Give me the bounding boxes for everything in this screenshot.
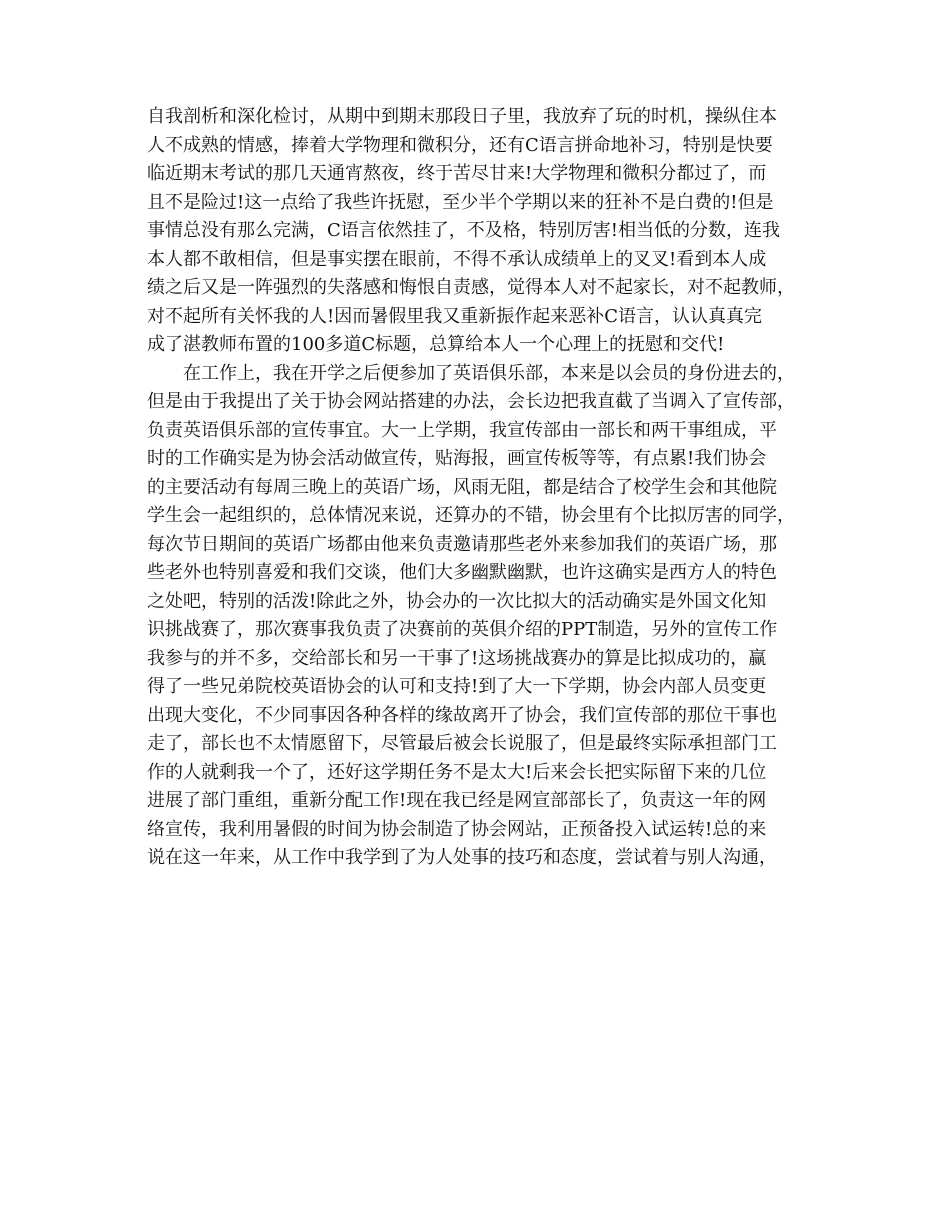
text-line: 本人都不敢相信，但是事实摆在眼前，不得不承认成绩单上的叉叉!看到本人成: [147, 248, 767, 270]
text-line: 每次节日期间的英语广场都由他来负责邀请那些老外来参加我们的英语广场，那: [147, 533, 777, 555]
paragraph-work: [147, 360, 807, 873]
text-line: 负责英语俱乐部的宣传事宜。大一上学期，我宣传部由一部长和两干事组成，平: [147, 419, 777, 441]
text-line: 事情总没有那么完满，C语言依然挂了，不及格，特别厉害!相当低的分数，连我: [147, 220, 781, 241]
text-line: 但是由于我提出了关于协会网站搭建的办法，会长边把我直截了当调入了宣传部，: [147, 391, 795, 412]
text-line: 绩之后又是一阵强烈的失落感和悔恨自责感，觉得本人对不起家长，对不起教师，: [147, 277, 795, 298]
text-line: 出现大变化，不少同事因各种各样的缘故离开了协会，我们宣传部的那位干事也: [147, 704, 777, 726]
text-line: 人不成熟的情感，捧着大学物理和微积分，还有C语言拼命地补习，特别是快要: [147, 134, 773, 156]
paragraph-self-reflection: [147, 103, 807, 360]
text-line: 学生会一起组织的，总体情况来说，还算办的不错，协会里有个比拟厉害的同学，: [147, 505, 795, 526]
text-line: 临近期末考试的那几天通宵熬夜，终于苦尽甘来!大学物理和微积分都过了，而: [147, 163, 767, 184]
text-line: 对不起所有关怀我的人!因而暑假里我又重新振作起来恶补C语言，认认真真完: [147, 305, 763, 327]
text-line: 识挑战赛了，那次赛事我负责了决赛前的英俱介绍的PPT制造，另外的宣传工作: [147, 619, 778, 640]
text-line: 时的工作确实是为协会活动做宣传，贴海报，画宣传板等等，有点累!我们协会: [147, 448, 767, 469]
text-line: 说在这一年来，从工作中我学到了为人处事的技巧和态度，尝试着与别人沟通，: [147, 847, 777, 868]
text-line: 进展了部门重组，重新分配工作!现在我已经是网宣部部长了，负责这一年的网: [147, 790, 767, 811]
text-line: 得了一些兄弟院校英语协会的认可和支持!到了大一下学期，协会内部人员变更: [147, 676, 767, 697]
text-line: 自我剖析和深化检讨，从期中到期末那段日子里，我放弃了玩的时机，操纵住本: [147, 106, 777, 127]
text-line: 作的人就剩我一个了，还好这学期任务不是太大!后来会长把实际留下来的几位: [147, 761, 767, 783]
text-line: 我参与的并不多，交给部长和另一干事了!这场挑战赛办的算是比拟成功的，赢: [147, 647, 767, 669]
text-line: 成了湛教师布置的100多道C标题，总算给本人一个心理上的抚慰和交代!: [147, 334, 725, 355]
text-line: 之处吧，特别的活泼!除此之外，协会办的一次比拟大的活动确实是外国文化知: [147, 590, 767, 612]
document-body: [147, 103, 807, 873]
text-line: 走了，部长也不太情愿留下，尽管最后被会长说服了，但是最终实际承担部门工: [147, 733, 777, 754]
text-line: 些老外也特别喜爱和我们交谈，他们大多幽默幽默，也许这确实是西方人的特色: [147, 562, 777, 583]
text-line: 络宣传，我利用暑假的时间为协会制造了协会网站，正预备投入试运转!总的来: [147, 818, 767, 840]
text-line-indented: 在工作上，我在开学之后便参加了英语俱乐部，本来是以会员的身份进去的，: [183, 362, 795, 384]
text-line: 且不是险过!这一点给了我些许抚慰，至少半个学期以来的狂补不是白费的!但是: [147, 191, 774, 213]
text-line: 的主要活动有每周三晚上的英语广场，风雨无阻，都是结合了校学生会和其他院: [147, 476, 777, 498]
